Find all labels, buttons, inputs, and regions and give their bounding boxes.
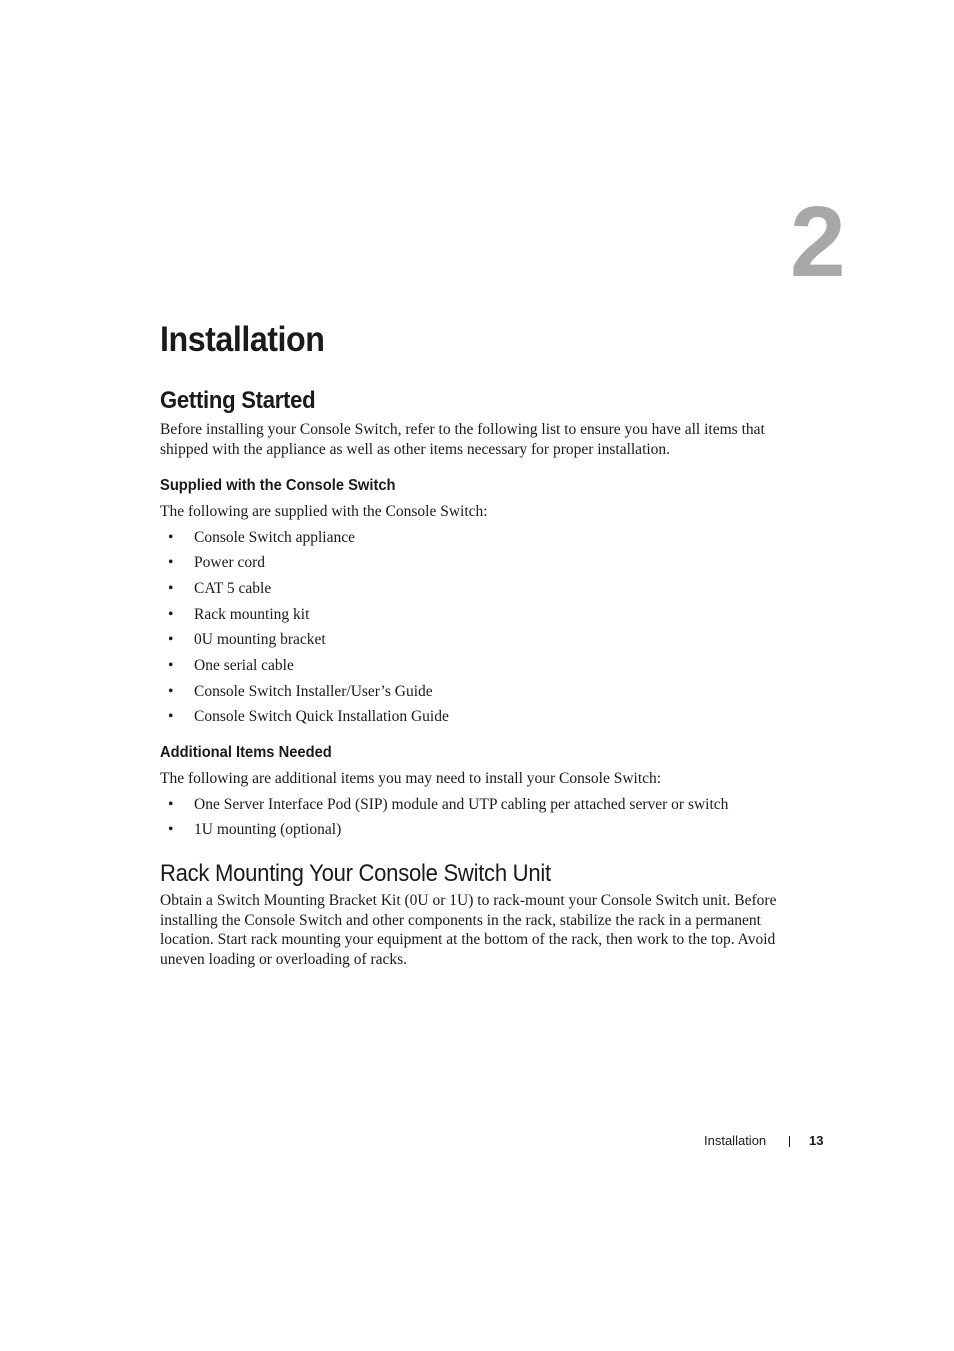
bullet-glyph: • — [168, 605, 174, 623]
subheading-additional: Additional Items Needed — [160, 744, 332, 762]
list-item-text: Rack mounting kit — [194, 605, 310, 623]
subheading-supplied: Supplied with the Console Switch — [160, 477, 396, 494]
list-item — [160, 627, 800, 653]
chapter-number: 2 — [790, 186, 846, 298]
bullet-glyph: • — [168, 708, 174, 726]
additional-list — [160, 792, 800, 843]
list-item — [160, 817, 800, 843]
footer-divider — [789, 1136, 790, 1147]
bullet-glyph: • — [168, 821, 174, 839]
getting-started-intro: Before installing your Console Switch, refer to the following list to ensure you have all items that shipped with the appliance as well as other items necessary for proper installation. — [160, 421, 765, 458]
list-item-text: 0U mounting bracket — [194, 631, 326, 649]
list-item-text: One serial cable — [194, 657, 294, 675]
bullet-glyph: • — [168, 657, 174, 675]
list-item-text: One Server Interface Pod (SIP) module and UTP cabling per attached server or switch — [194, 795, 729, 813]
supplied-intro: The following are supplied with the Console Switch: — [160, 503, 488, 520]
list-item — [160, 525, 800, 551]
list-item — [160, 602, 800, 628]
section-heading-getting-started: Getting Started — [160, 387, 316, 414]
footer-section-label: Installation — [704, 1133, 767, 1148]
bullet-glyph: • — [168, 631, 174, 649]
supplied-list — [160, 525, 800, 731]
list-item — [160, 653, 800, 679]
list-item — [160, 679, 800, 705]
list-item — [160, 792, 800, 818]
bullet-glyph: • — [168, 554, 174, 572]
section-heading-rack-mounting: Rack Mounting Your Console Switch Unit — [160, 860, 551, 888]
list-item-text: Console Switch appliance — [194, 528, 355, 546]
page-title: Installation — [160, 320, 325, 359]
page-number: 13 — [809, 1133, 824, 1148]
bullet-glyph: • — [168, 579, 174, 597]
list-item — [160, 704, 800, 730]
list-item-text: Console Switch Quick Installation Guide — [194, 708, 449, 726]
list-item-text: Console Switch Installer/User’s Guide — [194, 682, 433, 700]
list-item — [160, 550, 800, 576]
rack-mounting-body: Obtain a Switch Mounting Bracket Kit (0U or 1U) to rack-mount your Console Switch unit. Before installing the Console Switch and other components in the rack, stabilize the rack in a permanent location. Start rack mounting your equipment at the bottom of the rack, then work to the top. Avoid uneven loading or overloading of racks. — [160, 892, 777, 968]
bullet-glyph: • — [168, 682, 174, 700]
additional-intro: The following are additional items you may need to install your Console Switch: — [160, 770, 662, 788]
bullet-glyph: • — [168, 795, 174, 813]
list-item-text: Power cord — [194, 554, 266, 572]
list-item-text: 1U mounting (optional) — [194, 821, 342, 839]
list-item — [160, 576, 800, 602]
bullet-glyph: • — [168, 528, 174, 546]
list-item-text: CAT 5 cable — [194, 579, 272, 597]
page-content — [160, 318, 800, 969]
